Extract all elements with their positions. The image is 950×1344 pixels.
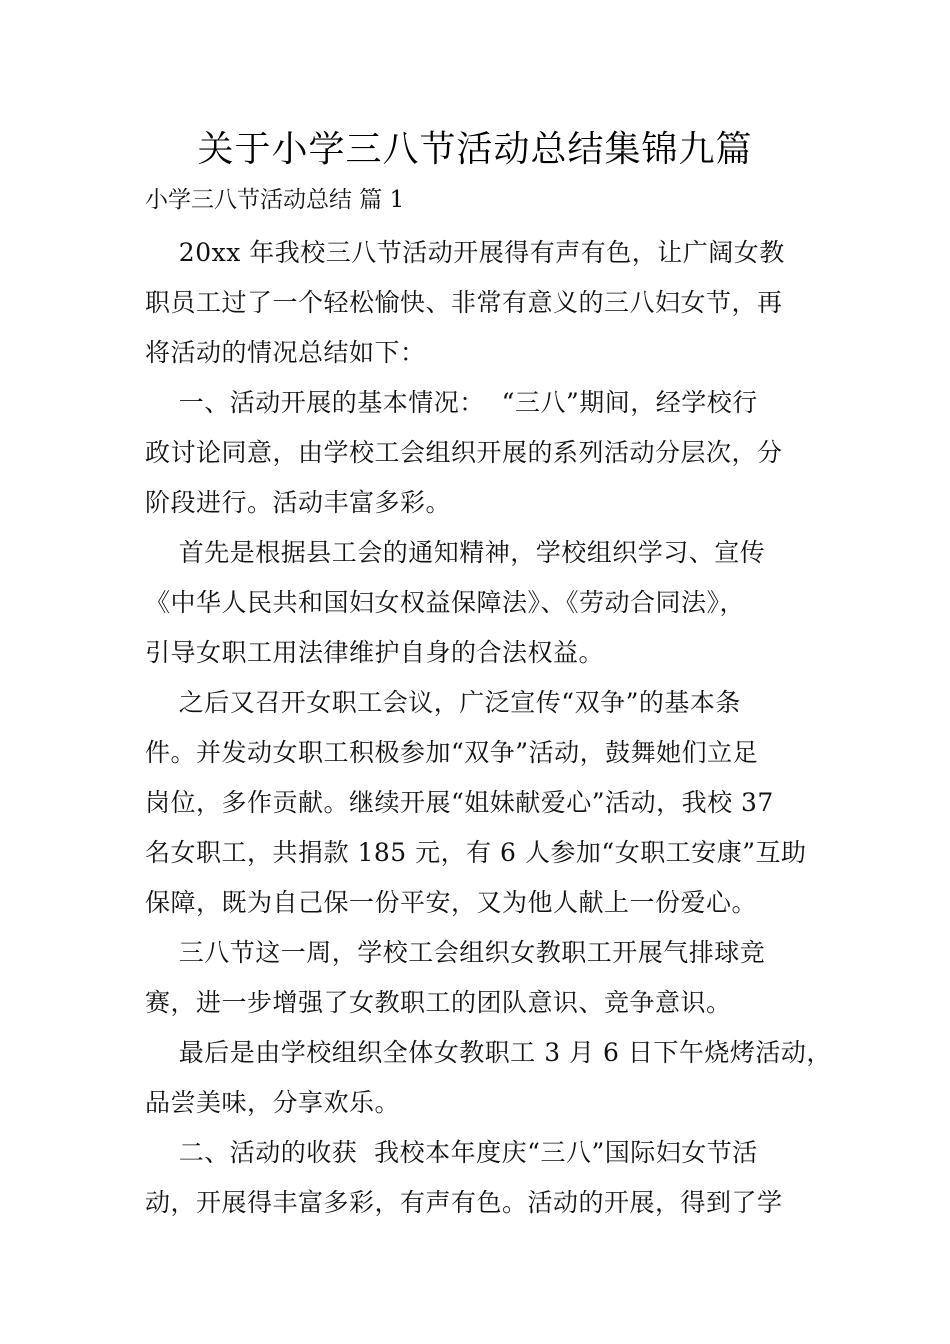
- text-line: 20xx 年我校三八节活动开展得有声有色，让广阔女教: [145, 238, 785, 267]
- text-line: 《中华人民共和国妇女权益保障法》、《劳动合同法》，: [145, 588, 746, 617]
- text-line: 二、活动的收获 我校本年度庆“三八”国际妇女节活: [145, 1138, 758, 1167]
- text-line: 品尝美味，分享欢乐。: [145, 1088, 401, 1117]
- paragraph-5: [145, 928, 815, 1028]
- paragraph-7: [145, 1128, 815, 1228]
- document-body: [145, 228, 832, 1228]
- paragraph-3: [145, 528, 815, 678]
- paragraph-6: [145, 1028, 832, 1128]
- text-line: 之后又召开女职工会议，广泛宣传“双争”的基本条: [145, 688, 741, 717]
- paragraph-4: [145, 678, 815, 928]
- text-line: 一、活动开展的基本情况： “三八”期间，经学校行: [145, 388, 758, 417]
- section-heading: 小学三八节活动总结 篇 1: [145, 187, 405, 213]
- text-line: 名女职工，共捐款 185 元，有 6 人参加“女职工安康”互助: [145, 838, 807, 867]
- text-line: 将活动的情况总结如下：: [145, 338, 426, 367]
- text-line: 赛，进一步增强了女教职工的团队意识、竞争意识。: [145, 988, 732, 1017]
- text-line: 动，开展得丰富多彩，有声有色。活动的开展，得到了学: [145, 1188, 783, 1217]
- text-line: 件。并发动女职工积极参加“双争”活动，鼓舞她们立足: [145, 738, 759, 767]
- text-line: 三八节这一周，学校工会组织女教职工开展气排球竞: [145, 938, 766, 967]
- text-line: 保障，既为自己保一份平安，又为他人献上一份爱心。: [145, 888, 758, 917]
- page-title: 关于小学三八节活动总结集锦九篇: [197, 129, 753, 170]
- text-line: 最后是由学校组织全体女教职工 3 月 6 日下午烧烤活动，: [145, 1038, 832, 1067]
- text-line: 职员工过了一个轻松愉快、非常有意义的三八妇女节，再: [145, 288, 783, 317]
- paragraph-2: [145, 378, 815, 528]
- text-line: 政讨论同意，由学校工会组织开展的系列活动分层次，分: [145, 438, 783, 467]
- paragraph-1: [145, 228, 815, 378]
- text-line: 引导女职工用法律维护自身的合法权益。: [145, 638, 605, 667]
- text-line: 首先是根据县工会的通知精神，学校组织学习、宣传: [145, 538, 766, 567]
- text-line: 阶段进行。活动丰富多彩。: [145, 488, 452, 517]
- text-line: 岗位，多作贡献。继续开展“姐妹献爱心”活动，我校 37: [145, 788, 774, 817]
